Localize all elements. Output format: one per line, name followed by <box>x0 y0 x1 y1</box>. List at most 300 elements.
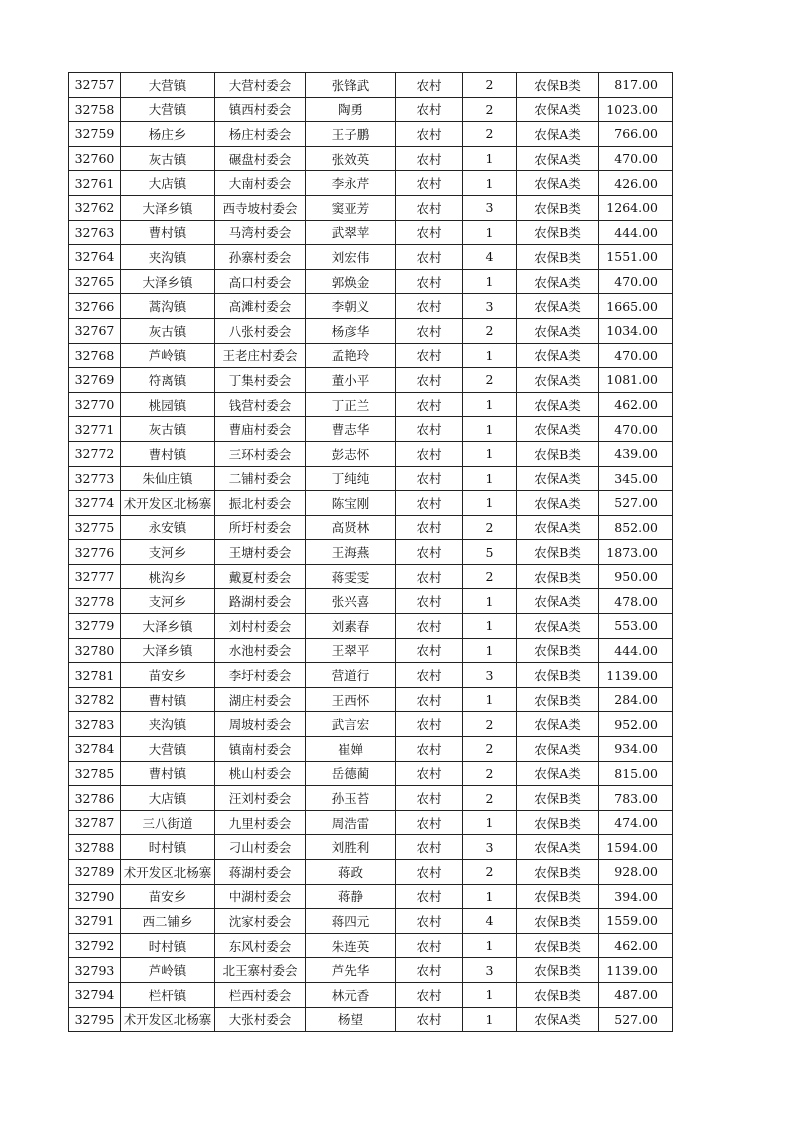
record-id-cell: 32787 <box>69 810 121 835</box>
village-committee-cell: 振北村委会 <box>215 491 306 516</box>
person-name-cell: 曹志华 <box>306 417 396 442</box>
village-committee-cell: 蒋湖村委会 <box>215 860 306 885</box>
household-count-cell: 4 <box>463 909 517 934</box>
village-committee-cell: 水池村委会 <box>215 638 306 663</box>
township-cell: 朱仙庄镇 <box>121 466 215 491</box>
person-name-cell: 张锋武 <box>306 73 396 98</box>
person-name-cell: 窦亚芳 <box>306 195 396 220</box>
township-cell: 术开发区北杨寨 <box>121 860 215 885</box>
record-id-cell: 32761 <box>69 171 121 196</box>
township-cell: 大营镇 <box>121 737 215 762</box>
township-cell: 灰古镇 <box>121 318 215 343</box>
amount-cell: 1023.00 <box>599 97 673 122</box>
table-row <box>69 220 673 245</box>
household-count-cell: 1 <box>463 614 517 639</box>
area-type-cell: 农村 <box>396 97 463 122</box>
township-cell: 桃园镇 <box>121 392 215 417</box>
amount-cell: 478.00 <box>599 589 673 614</box>
area-type-cell: 农村 <box>396 491 463 516</box>
insurance-category-cell: 农保A类 <box>517 171 599 196</box>
insurance-category-cell: 农保B类 <box>517 933 599 958</box>
household-count-cell: 1 <box>463 220 517 245</box>
area-type-cell: 农村 <box>396 638 463 663</box>
village-committee-cell: 王老庄村委会 <box>215 343 306 368</box>
record-id-cell: 32785 <box>69 761 121 786</box>
person-name-cell: 彭志怀 <box>306 441 396 466</box>
township-cell: 大泽乡镇 <box>121 638 215 663</box>
household-count-cell: 2 <box>463 761 517 786</box>
record-id-cell: 32788 <box>69 835 121 860</box>
record-id-cell: 32757 <box>69 73 121 98</box>
township-cell: 术开发区北杨寨 <box>121 1007 215 1032</box>
amount-cell: 1559.00 <box>599 909 673 934</box>
village-committee-cell: 桃山村委会 <box>215 761 306 786</box>
table-row <box>69 195 673 220</box>
village-committee-cell: 二铺村委会 <box>215 466 306 491</box>
village-committee-cell: 杨庄村委会 <box>215 122 306 147</box>
insurance-category-cell: 农保B类 <box>517 810 599 835</box>
township-cell: 大店镇 <box>121 786 215 811</box>
area-type-cell: 农村 <box>396 318 463 343</box>
area-type-cell: 农村 <box>396 294 463 319</box>
record-id-cell: 32764 <box>69 245 121 270</box>
insurance-category-cell: 农保B类 <box>517 540 599 565</box>
table-row <box>69 810 673 835</box>
area-type-cell: 农村 <box>396 343 463 368</box>
table-row <box>69 466 673 491</box>
table-row <box>69 73 673 98</box>
household-count-cell: 2 <box>463 97 517 122</box>
table-row <box>69 97 673 122</box>
township-cell: 时村镇 <box>121 835 215 860</box>
table-row <box>69 786 673 811</box>
table-row <box>69 761 673 786</box>
table-row <box>69 441 673 466</box>
township-cell: 杨庄乡 <box>121 122 215 147</box>
area-type-cell: 农村 <box>396 810 463 835</box>
area-type-cell: 农村 <box>396 737 463 762</box>
amount-cell: 1081.00 <box>599 368 673 393</box>
village-committee-cell: 镇南村委会 <box>215 737 306 762</box>
village-committee-cell: 所圩村委会 <box>215 515 306 540</box>
township-cell: 曹村镇 <box>121 687 215 712</box>
person-name-cell: 郭焕金 <box>306 269 396 294</box>
area-type-cell: 农村 <box>396 73 463 98</box>
insurance-category-cell: 农保A类 <box>517 589 599 614</box>
person-name-cell: 高贤林 <box>306 515 396 540</box>
insurance-category-cell: 农保A类 <box>517 614 599 639</box>
insurance-category-cell: 农保A类 <box>517 122 599 147</box>
household-count-cell: 1 <box>463 466 517 491</box>
township-cell: 苗安乡 <box>121 884 215 909</box>
township-cell: 符离镇 <box>121 368 215 393</box>
village-committee-cell: 钱营村委会 <box>215 392 306 417</box>
amount-cell: 1264.00 <box>599 195 673 220</box>
township-cell: 曹村镇 <box>121 441 215 466</box>
amount-cell: 394.00 <box>599 884 673 909</box>
table-row <box>69 982 673 1007</box>
person-name-cell: 刘素春 <box>306 614 396 639</box>
household-count-cell: 3 <box>463 958 517 983</box>
township-cell: 永安镇 <box>121 515 215 540</box>
township-cell: 支河乡 <box>121 540 215 565</box>
records-table <box>68 72 673 1032</box>
person-name-cell: 刘胜利 <box>306 835 396 860</box>
area-type-cell: 农村 <box>396 515 463 540</box>
township-cell: 苗安乡 <box>121 663 215 688</box>
village-committee-cell: 刘村村委会 <box>215 614 306 639</box>
household-count-cell: 2 <box>463 860 517 885</box>
household-count-cell: 1 <box>463 638 517 663</box>
insurance-category-cell: 农保A类 <box>517 368 599 393</box>
township-cell: 三八街道 <box>121 810 215 835</box>
person-name-cell: 丁正兰 <box>306 392 396 417</box>
village-committee-cell: 王塘村委会 <box>215 540 306 565</box>
insurance-category-cell: 农保A类 <box>517 491 599 516</box>
person-name-cell: 李朝义 <box>306 294 396 319</box>
village-committee-cell: 西寺坡村委会 <box>215 195 306 220</box>
person-name-cell: 崔婵 <box>306 737 396 762</box>
household-count-cell: 2 <box>463 712 517 737</box>
table-row <box>69 245 673 270</box>
record-id-cell: 32779 <box>69 614 121 639</box>
township-cell: 术开发区北杨寨 <box>121 491 215 516</box>
person-name-cell: 王海燕 <box>306 540 396 565</box>
township-cell: 大泽乡镇 <box>121 195 215 220</box>
record-id-cell: 32776 <box>69 540 121 565</box>
insurance-category-cell: 农保A类 <box>517 97 599 122</box>
township-cell: 大泽乡镇 <box>121 269 215 294</box>
area-type-cell: 农村 <box>396 269 463 294</box>
table-row <box>69 515 673 540</box>
amount-cell: 462.00 <box>599 933 673 958</box>
record-id-cell: 32795 <box>69 1007 121 1032</box>
area-type-cell: 农村 <box>396 933 463 958</box>
area-type-cell: 农村 <box>396 466 463 491</box>
record-id-cell: 32772 <box>69 441 121 466</box>
township-cell: 夹沟镇 <box>121 245 215 270</box>
table-row <box>69 589 673 614</box>
household-count-cell: 4 <box>463 245 517 270</box>
area-type-cell: 农村 <box>396 171 463 196</box>
household-count-cell: 3 <box>463 294 517 319</box>
person-name-cell: 蒋雯雯 <box>306 564 396 589</box>
household-count-cell: 2 <box>463 564 517 589</box>
amount-cell: 1594.00 <box>599 835 673 860</box>
insurance-category-cell: 农保B类 <box>517 638 599 663</box>
record-id-cell: 32781 <box>69 663 121 688</box>
insurance-category-cell: 农保A类 <box>517 343 599 368</box>
area-type-cell: 农村 <box>396 564 463 589</box>
insurance-category-cell: 农保A类 <box>517 761 599 786</box>
amount-cell: 470.00 <box>599 417 673 442</box>
amount-cell: 444.00 <box>599 220 673 245</box>
township-cell: 灰古镇 <box>121 146 215 171</box>
person-name-cell: 张兴喜 <box>306 589 396 614</box>
amount-cell: 1139.00 <box>599 663 673 688</box>
area-type-cell: 农村 <box>396 122 463 147</box>
area-type-cell: 农村 <box>396 540 463 565</box>
household-count-cell: 2 <box>463 73 517 98</box>
insurance-category-cell: 农保A类 <box>517 737 599 762</box>
record-id-cell: 32789 <box>69 860 121 885</box>
record-id-cell: 32780 <box>69 638 121 663</box>
area-type-cell: 农村 <box>396 884 463 909</box>
record-id-cell: 32793 <box>69 958 121 983</box>
household-count-cell: 1 <box>463 343 517 368</box>
village-committee-cell: 八张村委会 <box>215 318 306 343</box>
table-row <box>69 860 673 885</box>
village-committee-cell: 九里村委会 <box>215 810 306 835</box>
person-name-cell: 周浩雷 <box>306 810 396 835</box>
amount-cell: 527.00 <box>599 1007 673 1032</box>
household-count-cell: 2 <box>463 515 517 540</box>
township-cell: 栏杆镇 <box>121 982 215 1007</box>
person-name-cell: 林元香 <box>306 982 396 1007</box>
record-id-cell: 32767 <box>69 318 121 343</box>
township-cell: 蒿沟镇 <box>121 294 215 319</box>
household-count-cell: 2 <box>463 737 517 762</box>
household-count-cell: 2 <box>463 368 517 393</box>
area-type-cell: 农村 <box>396 663 463 688</box>
insurance-category-cell: 农保B类 <box>517 441 599 466</box>
amount-cell: 952.00 <box>599 712 673 737</box>
record-id-cell: 32766 <box>69 294 121 319</box>
insurance-category-cell: 农保A类 <box>517 392 599 417</box>
amount-cell: 766.00 <box>599 122 673 147</box>
table-row <box>69 146 673 171</box>
table-row <box>69 318 673 343</box>
household-count-cell: 1 <box>463 269 517 294</box>
area-type-cell: 农村 <box>396 982 463 1007</box>
table-row <box>69 294 673 319</box>
amount-cell: 817.00 <box>599 73 673 98</box>
area-type-cell: 农村 <box>396 687 463 712</box>
table-row <box>69 884 673 909</box>
table-row <box>69 909 673 934</box>
household-count-cell: 1 <box>463 417 517 442</box>
record-id-cell: 32768 <box>69 343 121 368</box>
area-type-cell: 农村 <box>396 392 463 417</box>
record-id-cell: 32771 <box>69 417 121 442</box>
record-id-cell: 32777 <box>69 564 121 589</box>
household-count-cell: 1 <box>463 441 517 466</box>
household-count-cell: 3 <box>463 195 517 220</box>
table-row <box>69 564 673 589</box>
insurance-category-cell: 农保B类 <box>517 663 599 688</box>
amount-cell: 426.00 <box>599 171 673 196</box>
person-name-cell: 孟艳玲 <box>306 343 396 368</box>
person-name-cell: 营道行 <box>306 663 396 688</box>
household-count-cell: 1 <box>463 933 517 958</box>
household-count-cell: 2 <box>463 786 517 811</box>
village-committee-cell: 栏西村委会 <box>215 982 306 1007</box>
area-type-cell: 农村 <box>396 860 463 885</box>
person-name-cell: 岳德蔺 <box>306 761 396 786</box>
township-cell: 大营镇 <box>121 73 215 98</box>
person-name-cell: 芦先华 <box>306 958 396 983</box>
insurance-category-cell: 农保B类 <box>517 687 599 712</box>
area-type-cell: 农村 <box>396 712 463 737</box>
township-cell: 时村镇 <box>121 933 215 958</box>
insurance-category-cell: 农保A类 <box>517 417 599 442</box>
insurance-category-cell: 农保A类 <box>517 1007 599 1032</box>
person-name-cell: 朱连英 <box>306 933 396 958</box>
insurance-category-cell: 农保A类 <box>517 515 599 540</box>
amount-cell: 783.00 <box>599 786 673 811</box>
insurance-category-cell: 农保B类 <box>517 786 599 811</box>
village-committee-cell: 曹庙村委会 <box>215 417 306 442</box>
table-row <box>69 540 673 565</box>
area-type-cell: 农村 <box>396 835 463 860</box>
insurance-category-cell: 农保A类 <box>517 146 599 171</box>
person-name-cell: 王子鹏 <box>306 122 396 147</box>
household-count-cell: 1 <box>463 589 517 614</box>
household-count-cell: 1 <box>463 884 517 909</box>
household-count-cell: 1 <box>463 1007 517 1032</box>
insurance-category-cell: 农保A类 <box>517 269 599 294</box>
table-row <box>69 614 673 639</box>
area-type-cell: 农村 <box>396 368 463 393</box>
amount-cell: 470.00 <box>599 343 673 368</box>
person-name-cell: 陈宝刚 <box>306 491 396 516</box>
person-name-cell: 孙玉苔 <box>306 786 396 811</box>
household-count-cell: 1 <box>463 810 517 835</box>
area-type-cell: 农村 <box>396 589 463 614</box>
person-name-cell: 武翠苹 <box>306 220 396 245</box>
amount-cell: 815.00 <box>599 761 673 786</box>
record-id-cell: 32794 <box>69 982 121 1007</box>
amount-cell: 284.00 <box>599 687 673 712</box>
table-row <box>69 343 673 368</box>
village-committee-cell: 高滩村委会 <box>215 294 306 319</box>
record-id-cell: 32791 <box>69 909 121 934</box>
table-row <box>69 687 673 712</box>
person-name-cell: 武言宏 <box>306 712 396 737</box>
area-type-cell: 农村 <box>396 417 463 442</box>
insurance-category-cell: 农保B类 <box>517 220 599 245</box>
insurance-category-cell: 农保A类 <box>517 712 599 737</box>
amount-cell: 462.00 <box>599 392 673 417</box>
township-cell: 西二铺乡 <box>121 909 215 934</box>
amount-cell: 950.00 <box>599 564 673 589</box>
household-count-cell: 2 <box>463 122 517 147</box>
household-count-cell: 5 <box>463 540 517 565</box>
record-id-cell: 32790 <box>69 884 121 909</box>
record-id-cell: 32773 <box>69 466 121 491</box>
amount-cell: 934.00 <box>599 737 673 762</box>
record-id-cell: 32762 <box>69 195 121 220</box>
record-id-cell: 32759 <box>69 122 121 147</box>
table-row <box>69 171 673 196</box>
township-cell: 大泽乡镇 <box>121 614 215 639</box>
record-id-cell: 32792 <box>69 933 121 958</box>
village-committee-cell: 三环村委会 <box>215 441 306 466</box>
amount-cell: 444.00 <box>599 638 673 663</box>
household-count-cell: 3 <box>463 835 517 860</box>
township-cell: 芦岭镇 <box>121 958 215 983</box>
record-id-cell: 32783 <box>69 712 121 737</box>
amount-cell: 1665.00 <box>599 294 673 319</box>
person-name-cell: 张效英 <box>306 146 396 171</box>
person-name-cell: 董小平 <box>306 368 396 393</box>
table-row <box>69 1007 673 1032</box>
person-name-cell: 陶勇 <box>306 97 396 122</box>
village-committee-cell: 孙寨村委会 <box>215 245 306 270</box>
village-committee-cell: 碾盘村委会 <box>215 146 306 171</box>
insurance-category-cell: 农保B类 <box>517 884 599 909</box>
area-type-cell: 农村 <box>396 195 463 220</box>
amount-cell: 1873.00 <box>599 540 673 565</box>
record-id-cell: 32769 <box>69 368 121 393</box>
insurance-category-cell: 农保A类 <box>517 294 599 319</box>
amount-cell: 470.00 <box>599 146 673 171</box>
table-row <box>69 638 673 663</box>
person-name-cell: 王翠平 <box>306 638 396 663</box>
record-id-cell: 32778 <box>69 589 121 614</box>
person-name-cell: 刘宏伟 <box>306 245 396 270</box>
insurance-category-cell: 农保A类 <box>517 835 599 860</box>
township-cell: 大营镇 <box>121 97 215 122</box>
record-id-cell: 32774 <box>69 491 121 516</box>
village-committee-cell: 高口村委会 <box>215 269 306 294</box>
village-committee-cell: 大营村委会 <box>215 73 306 98</box>
area-type-cell: 农村 <box>396 761 463 786</box>
amount-cell: 928.00 <box>599 860 673 885</box>
table-row <box>69 737 673 762</box>
record-id-cell: 32758 <box>69 97 121 122</box>
record-id-cell: 32775 <box>69 515 121 540</box>
township-cell: 夹沟镇 <box>121 712 215 737</box>
township-cell: 曹村镇 <box>121 220 215 245</box>
area-type-cell: 农村 <box>396 786 463 811</box>
township-cell: 桃沟乡 <box>121 564 215 589</box>
household-count-cell: 3 <box>463 663 517 688</box>
table-row <box>69 933 673 958</box>
table-row <box>69 392 673 417</box>
area-type-cell: 农村 <box>396 614 463 639</box>
village-committee-cell: 大南村委会 <box>215 171 306 196</box>
amount-cell: 345.00 <box>599 466 673 491</box>
township-cell: 大店镇 <box>121 171 215 196</box>
household-count-cell: 1 <box>463 982 517 1007</box>
person-name-cell: 蒋四元 <box>306 909 396 934</box>
table-body <box>69 73 673 1032</box>
record-id-cell: 32765 <box>69 269 121 294</box>
village-committee-cell: 东风村委会 <box>215 933 306 958</box>
village-committee-cell: 丁集村委会 <box>215 368 306 393</box>
township-cell: 灰古镇 <box>121 417 215 442</box>
person-name-cell: 李永芹 <box>306 171 396 196</box>
record-id-cell: 32784 <box>69 737 121 762</box>
household-count-cell: 1 <box>463 146 517 171</box>
village-committee-cell: 汪刘村委会 <box>215 786 306 811</box>
village-committee-cell: 中湖村委会 <box>215 884 306 909</box>
table-row <box>69 663 673 688</box>
township-cell: 曹村镇 <box>121 761 215 786</box>
table-row <box>69 835 673 860</box>
table-row <box>69 958 673 983</box>
village-committee-cell: 北王寨村委会 <box>215 958 306 983</box>
person-name-cell: 杨彦华 <box>306 318 396 343</box>
area-type-cell: 农村 <box>396 958 463 983</box>
record-id-cell: 32770 <box>69 392 121 417</box>
person-name-cell: 王西怀 <box>306 687 396 712</box>
insurance-category-cell: 农保A类 <box>517 318 599 343</box>
amount-cell: 852.00 <box>599 515 673 540</box>
area-type-cell: 农村 <box>396 1007 463 1032</box>
person-name-cell: 丁纯纯 <box>306 466 396 491</box>
